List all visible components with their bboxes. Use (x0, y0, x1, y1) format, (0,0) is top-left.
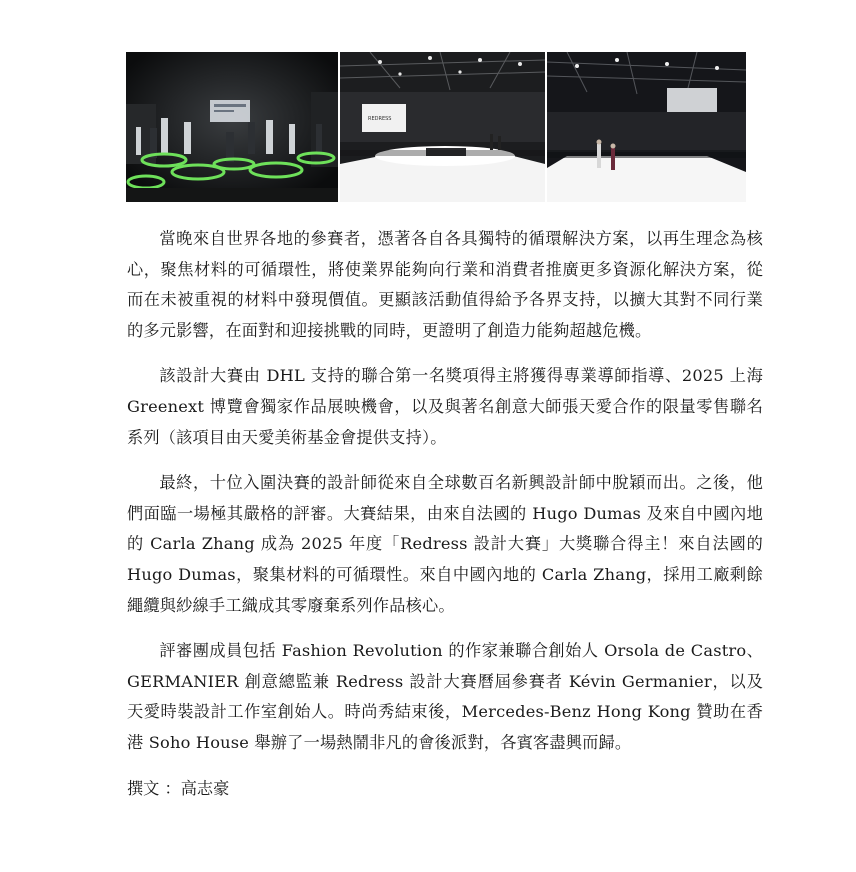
exhibition-mannequins-photo (126, 52, 338, 202)
runway-show-photo (340, 52, 545, 202)
article-body (127, 224, 763, 804)
article-paragraph: 該設計大賽由 DHL 支持的聯合第一名獎項得主將獲得專業導師指導、2025 上海 Greenext 博覽會獨家作品展映機會，以及與著名創意大師張天愛合作的限量零售聯名系列（該項目由天愛美術基金會提供支持）。 (127, 366, 763, 447)
author-byline: 撰文 ：高志豪 (127, 778, 230, 798)
article-paragraph: 當晚來自世界各地的參賽者，憑著各自各具獨特的循環解決方案，以再生理念為核心，聚焦材料的可循環性，將使業界能夠向行業和消費者推廣更多資源化解決方案，從而在未被重視的材料中發現價值。更顯該活動值得給予各界支持，以擴大其對不同行業的多元影響，在面對和迎接挑戰的同時，更證明了創造力能夠超越危機。 (127, 229, 763, 340)
article-paragraph: 最終，十位入圍決賽的設計師從來自全球數百名新興設計師中脫穎而出。之後，他們面臨一場極其嚴格的評審。大賽結果，由來自法國的 Hugo Dumas 及來自中國內地的 Carla Zhang 成為 2025 年度「Redress 設計大賽」大獎聯合得主！來自法國的 Hugo Dumas，聚集材料的可循環性。來自中國內地的 Carla Zhang，採用工廠剩餘繩纜與紗線手工織成其零廢棄系列作品核心。 (127, 473, 763, 615)
photo-strip (126, 52, 746, 202)
svg-text:REDRESS: REDRESS (368, 116, 392, 122)
article-paragraph: 評審團成員包括 Fashion Revolution 的作家兼聯合創始人 Orsola de Castro、GERMANIER 創意總監兼 Redress 設計大賽曆屆參賽者 Kévin Germanier，以及天愛時裝設計工作室創始人。時尚秀結束後，Mercedes-Benz Hong Kong 贊助在香港 Soho House 舉辦了一場熱鬧非凡的會後派對，各賓客盡興而歸。 (127, 641, 763, 752)
runway-models-photo (547, 52, 746, 202)
